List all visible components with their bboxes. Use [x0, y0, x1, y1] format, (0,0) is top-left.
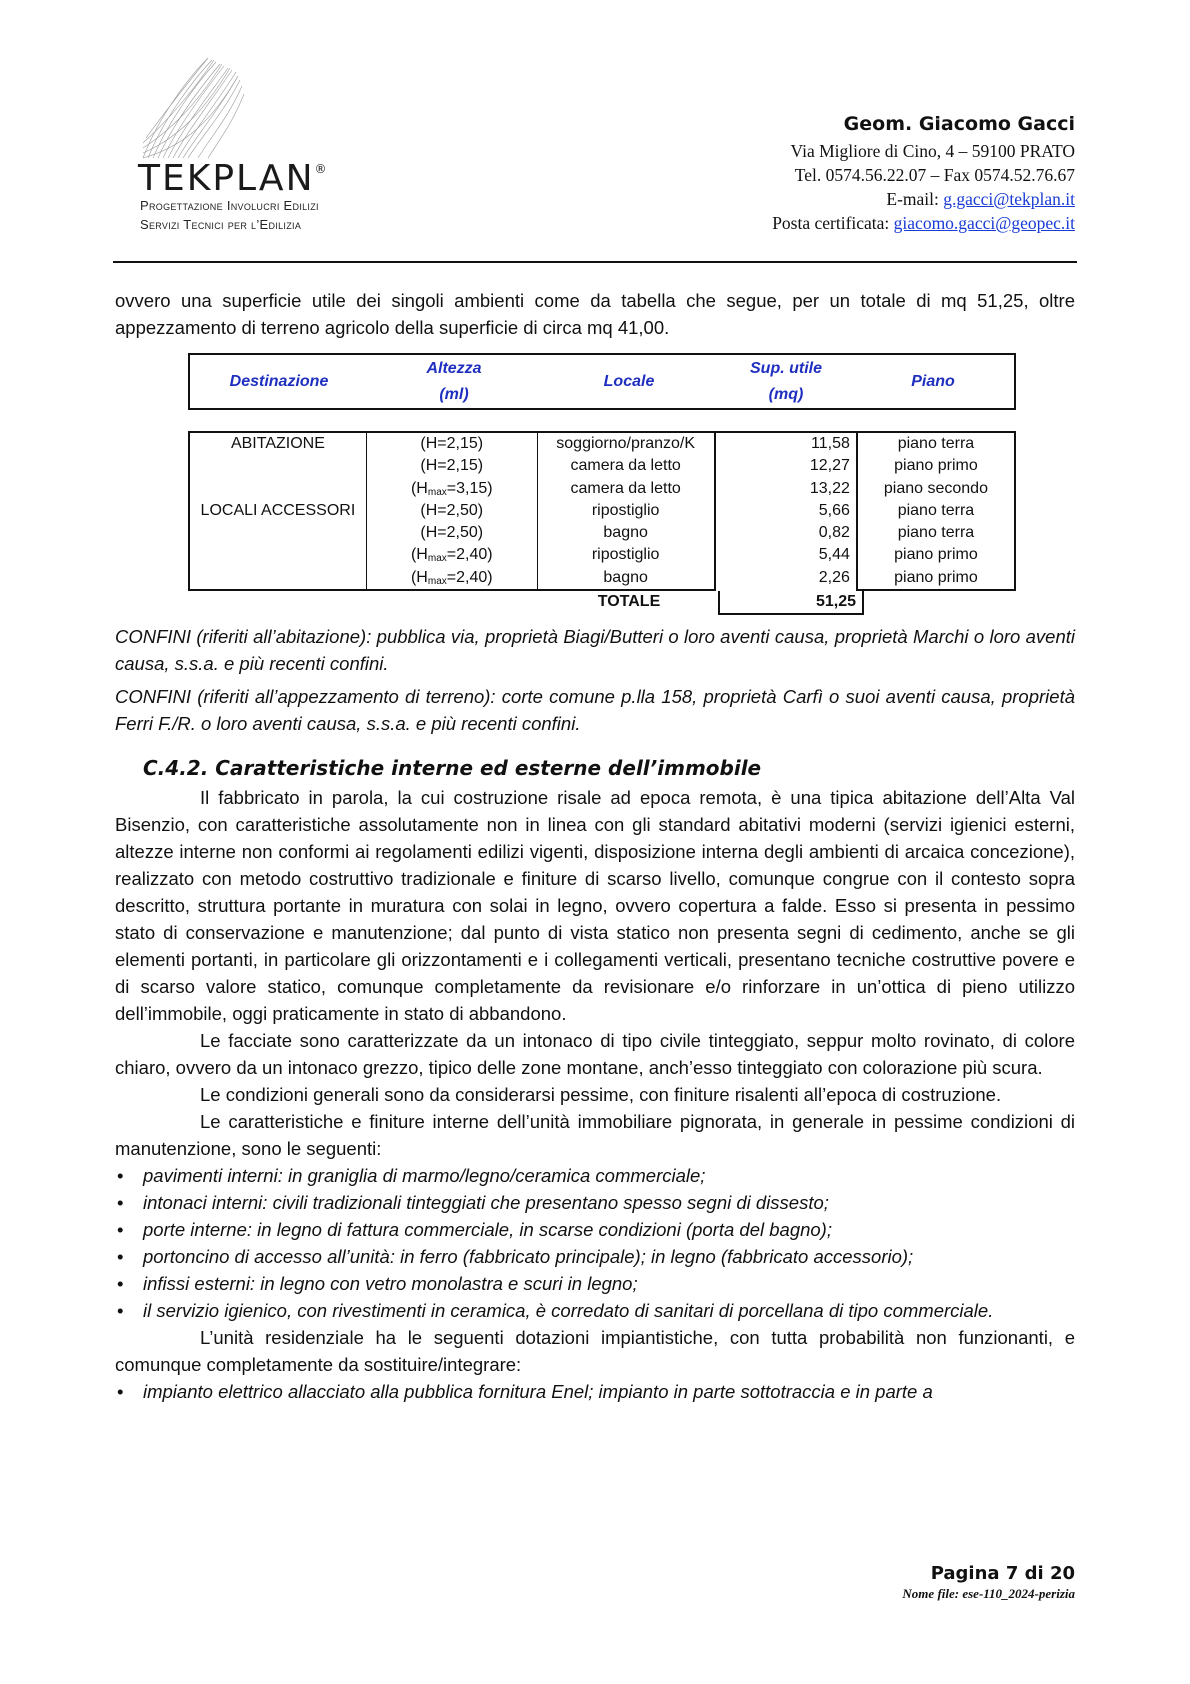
- bullet-icon: •: [117, 1273, 124, 1295]
- cell-destinazione: [190, 567, 366, 589]
- cell-piano: piano primo: [894, 568, 978, 586]
- list-item: • il servizio igienico, con rivestimenti in ceramica, è corredato di sanitari di porcellana di tipo commerciale.: [115, 1297, 1075, 1324]
- bullet-icon: •: [117, 1165, 124, 1187]
- list-item: • impianto elettrico allacciato alla pubblica fornitura Enel; impianto in parte sottotraccia e in parte a: [115, 1378, 1075, 1405]
- cell-altezza: $(H_{max}=2,40)$: [410, 546, 493, 565]
- surfaces-table: [188, 353, 1016, 613]
- email-link[interactable]: g.gacci@tekplan.it: [943, 189, 1075, 209]
- cell-locale: camera da letto: [570, 479, 681, 497]
- file-name: Nome file: ese-110_2024-perizia: [902, 1586, 1075, 1601]
- column-piano: [858, 433, 1014, 591]
- column-sup-utile: [716, 433, 858, 591]
- paragraph-facciate: Le facciate sono caratterizzate da un intonaco di tipo civile tinteggiato, seppur molto rovinato, di colore chiaro, ovvero da un intonaco grezzo, tipico delle zone montane, anch’esso tinteggiato con colorazione più scura.: [115, 1030, 1075, 1079]
- total-label: TOTALE: [597, 593, 661, 611]
- column-altezza: [367, 433, 538, 591]
- cell-sup-utile: 5,66: [818, 501, 850, 519]
- cell-sup-utile: 13,22: [809, 479, 850, 497]
- column-destinazione: [190, 433, 367, 591]
- list-item: • pavimenti interni: in graniglia di marmo/legno/ceramica commerciale;: [115, 1162, 1075, 1189]
- cell-altezza: (H=2,50): [420, 524, 484, 542]
- email-line: E-mail: g.gacci@tekplan.it: [886, 189, 1075, 209]
- confini-abitazione: CONFINI (riferiti all’abitazione): pubblica via, proprietà Biagi/Butteri o loro aventi causa, proprietà Marchi o loro aventi causa, s.s.a. e più recenti confini.: [115, 626, 1075, 675]
- paragraph-impianti-intro: L’unità residenziale ha le seguenti dotazioni impiantistiche, con tutta probabilità non funzionanti, e comunque completamente da sostituire/integrare:: [115, 1327, 1075, 1376]
- header-piano: Piano: [911, 372, 955, 390]
- cell-locale: ripostiglio: [591, 546, 660, 564]
- page-number: Pagina 7 di 20: [930, 1563, 1075, 1584]
- cell-altezza: $(H_{max}=3,15)$: [410, 479, 493, 498]
- column-locale: [538, 433, 716, 591]
- document-body: [115, 287, 1075, 1405]
- header-divider: [113, 261, 1077, 263]
- paragraph-condizioni: Le condizioni generali sono da considerarsi pessime, con finiture risalenti all’epoca di costruzione.: [200, 1084, 1002, 1106]
- header-sup-utile: Sup. utile (mq): [750, 359, 822, 403]
- logo-mesh-graphic: [138, 58, 248, 163]
- cell-altezza: $(H_{max}=2,40)$: [410, 568, 493, 587]
- phone-fax: Tel. 0574.56.22.07 – Fax 0574.52.76.67: [794, 165, 1075, 185]
- cell-piano: piano terra: [897, 435, 975, 452]
- cell-destinazione: [190, 455, 366, 477]
- page-footer: [902, 1563, 1075, 1602]
- cell-locale: bagno: [603, 524, 648, 542]
- bullet-icon: •: [117, 1219, 124, 1241]
- cell-sup-utile: 12,27: [809, 457, 850, 475]
- list-item: • infissi esterni: in legno con vetro monolastra e scuri in legno;: [115, 1270, 1075, 1297]
- cell-piano: piano terra: [897, 501, 975, 519]
- cell-sup-utile: 5,44: [818, 546, 850, 564]
- cell-destinazione: LOCALI ACCESSORI: [200, 501, 356, 519]
- cell-locale: camera da letto: [570, 457, 681, 475]
- confini-terreno: CONFINI (riferiti all’appezzamento di terreno): corte comune p.lla 158, proprietà Carfì o suoi aventi causa, proprietà Ferri F./R. o loro aventi causa, s.s.a. e più recenti confini.: [115, 686, 1075, 735]
- bullet-icon: •: [117, 1300, 124, 1322]
- pec-link[interactable]: giacomo.gacci@geopec.it: [893, 213, 1075, 233]
- list-item: • portoncino di accesso all’unità: in ferro (fabbricato principale); in legno (fabbricato accessorio);: [115, 1243, 1075, 1270]
- cell-destinazione: [190, 522, 366, 544]
- bullet-icon: •: [117, 1381, 124, 1403]
- cell-piano: piano terra: [897, 524, 975, 542]
- section-title: C.4.2. Caratteristiche interne ed esterne dell’immobile: [143, 756, 762, 781]
- cell-locale: bagno: [603, 568, 648, 586]
- cell-altezza: (H=2,50): [420, 501, 484, 519]
- table-header: [188, 353, 1016, 410]
- bullet-icon: •: [117, 1246, 124, 1268]
- cell-altezza: (H=2,15): [420, 457, 484, 475]
- list-item: • porte interne: in legno di fattura commerciale, in scarse condizioni (porta del bagno);: [115, 1216, 1075, 1243]
- cell-piano: piano secondo: [883, 479, 988, 497]
- pec-line: Posta certificata: giacomo.gacci@geopec.it: [772, 213, 1075, 233]
- cell-destinazione: ABITAZIONE: [230, 435, 325, 452]
- logo-brand-text: TEKPLAN®: [138, 158, 329, 199]
- cell-altezza: (H=2,15): [420, 435, 484, 452]
- company-logo: [138, 58, 378, 238]
- logo-subtitle-2: Servizi Tecnici per l’Edilizia: [140, 217, 302, 232]
- contact-block: [772, 112, 1075, 235]
- paragraph-finiture-intro: Le caratteristiche e finiture interne dell’unità immobiliare pignorata, in generale in pessime condizioni di manutenzione, sono le seguenti:: [115, 1111, 1075, 1160]
- header-destinazione: Destinazione: [229, 372, 329, 390]
- cell-locale: ripostiglio: [591, 501, 660, 519]
- cell-piano: piano primo: [894, 546, 978, 564]
- header-locale: Locale: [603, 372, 655, 390]
- table-total-row: [188, 591, 1016, 613]
- list-item: • intonaci interni: civili tradizionali tinteggiati che presentano spesso segni di dissesto;: [115, 1189, 1075, 1216]
- cell-destinazione: [190, 544, 366, 566]
- paragraph-fabbricato: Il fabbricato in parola, la cui costruzione risale ad epoca remota, è una tipica abitazione dell’Alta Val Bisenzio, con caratteristiche assolutamente non in linea con gli standard abitativi moderni (servizi igienici esterni, altezze interne non conformi ai regolamenti edilizi vigenti, disposizione interna degli ambienti di arcaica concezione), realizzato con metodo costruttivo tradizionale e finiture di scarso livello, comunque congrue con il contesto sopra descritto, struttura portante in muratura con solai in legno, ovvero copertura a falde. Esso si presenta in pessimo stato di conservazione e manutenzione; dal punto di vista statico non presenta segni di cedimento, anche se gli elementi portanti, in particolare gli orizzontamenti e i collegamenti verticali, presentano tecniche costruttive povere e di scarso valore statico, comunque completamente da revisionare e/o rinforzare in un’ottica di pieno utilizzo dell’immobile, oggi praticamente in stato di abbandono.: [115, 787, 1075, 1025]
- logo-subtitle-1: Progettazione Involucri Edilizi: [140, 198, 319, 213]
- impianti-list: [115, 1378, 1075, 1405]
- header-altezza: Altezza (ml): [426, 359, 482, 403]
- cell-destinazione: [190, 478, 366, 500]
- finiture-list: [115, 1162, 1075, 1324]
- table-body: [188, 431, 1016, 591]
- cell-sup-utile: 0,82: [818, 524, 850, 542]
- bullet-icon: •: [117, 1192, 124, 1214]
- cell-sup-utile: 2,26: [818, 568, 850, 586]
- cell-piano: piano primo: [894, 457, 978, 475]
- address: Via Migliore di Cino, 4 – 59100 PRATO: [790, 141, 1075, 161]
- intro-paragraph: ovvero una superficie utile dei singoli ambienti come da tabella che segue, per un totale di mq 51,25, oltre appezzamento di terreno agricolo della superficie di circa mq 41,00.: [115, 290, 1075, 338]
- author-name: Geom. Giacomo Gacci: [843, 113, 1075, 135]
- cell-locale: soggiorno/pranzo/K: [556, 435, 696, 452]
- cell-sup-utile: 11,58: [811, 435, 850, 452]
- total-value: 51,25: [718, 591, 864, 615]
